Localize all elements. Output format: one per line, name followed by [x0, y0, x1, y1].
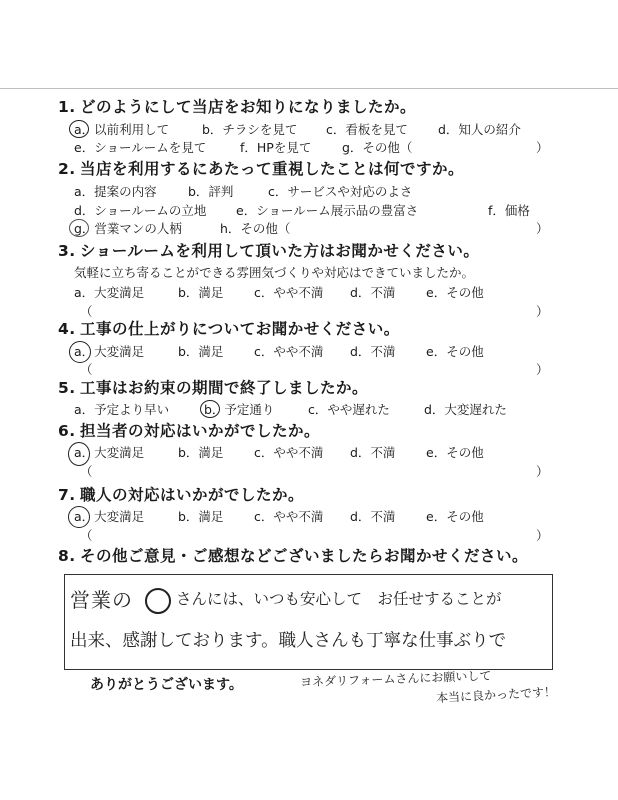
q6-options-row-1 — [74, 444, 554, 462]
q2-option-e[interactable]: e．ショールーム展示品の豊富さ — [236, 203, 419, 218]
selected-circle-mark — [69, 219, 89, 237]
question-5-title — [58, 377, 558, 399]
handwritten-circle-mark — [145, 588, 171, 614]
question-text: どのようにして当店をお知りになりましたか。 — [80, 98, 417, 116]
handwritten-remark-line1-start: 営業の — [70, 588, 133, 612]
question-text: その他ご意見・ご感想などございましたらお聞かせください。 — [80, 547, 529, 565]
q1-option-c[interactable]: c．看板を見て — [326, 122, 408, 137]
q6-option-e[interactable]: e．その他 — [426, 445, 484, 460]
question-6-title — [58, 420, 558, 442]
q2-option-b[interactable]: b．評判 — [188, 184, 234, 199]
q6-option-c[interactable]: c．やや不満 — [254, 445, 324, 460]
q2-options-row-3 — [74, 220, 554, 238]
q2-option-c[interactable]: c．サービスや対応のよさ — [268, 184, 413, 199]
q7-option-c[interactable]: c．やや不満 — [254, 509, 324, 524]
handwritten-remark-line2: 出来、感謝しております。職人さんも丁寧な仕事ぶりで — [70, 631, 507, 651]
q2-option-f[interactable]: f．価格 — [488, 203, 530, 218]
question-2-title — [58, 158, 558, 180]
q3-subtitle: 気軽に立ち寄ることができる雰囲気づくりや対応はできていましたか。 — [74, 265, 475, 280]
question-1 — [58, 96, 558, 118]
q4-option-b[interactable]: b．満足 — [178, 344, 224, 359]
question-8 — [58, 545, 558, 567]
q2-options-row-1 — [74, 183, 554, 201]
close-paren: ） — [536, 362, 549, 377]
q7-option-a[interactable]: a．大変満足 — [74, 509, 145, 524]
selected-circle-mark — [69, 341, 91, 363]
q7-option-b[interactable]: b．満足 — [178, 509, 224, 524]
question-4-title — [58, 318, 558, 340]
question-3 — [58, 240, 558, 262]
question-number: 7. — [58, 486, 76, 504]
q3-options-row-1 — [74, 284, 554, 302]
close-paren: ） — [536, 140, 549, 155]
q1-option-a[interactable]: a．以前利用して — [74, 122, 170, 137]
question-1-title — [58, 96, 558, 118]
q2-options-row-2 — [74, 202, 554, 220]
q5-option-a[interactable]: a．予定より早い — [74, 402, 170, 417]
question-number: 3. — [58, 242, 76, 260]
open-paren: （ — [80, 528, 93, 543]
question-number: 1. — [58, 98, 76, 116]
q4-option-c[interactable]: c．やや不満 — [254, 344, 324, 359]
question-number: 5. — [58, 379, 76, 397]
q1-option-g[interactable]: g．その他（ — [342, 140, 413, 155]
q6-other-paren-row — [80, 463, 560, 481]
q7-option-d[interactable]: d．不満 — [350, 509, 396, 524]
open-paren: （ — [80, 464, 93, 479]
handwritten-remark-line4: 本当に良かったです！ — [435, 684, 557, 706]
close-paren: ） — [536, 221, 549, 236]
page-edge-top — [0, 88, 618, 89]
q1-options-row-1 — [74, 121, 554, 139]
question-4 — [58, 318, 558, 340]
q3-option-a[interactable]: a．大変満足 — [74, 285, 145, 300]
question-text: 担当者の対応はいかがでしたか。 — [80, 422, 321, 440]
question-7 — [58, 484, 558, 506]
question-2 — [58, 158, 558, 180]
handwritten-remark-line1-end: さんには、いつも安心して お任せすることが — [176, 590, 502, 608]
question-text: ショールームを利用して頂いた方はお聞かせください。 — [80, 242, 480, 260]
q5-option-c[interactable]: c．やや遅れた — [308, 402, 390, 417]
q4-option-a[interactable]: a．大変満足 — [74, 344, 145, 359]
q2-option-d[interactable]: d．ショールームの立地 — [74, 203, 207, 218]
q4-option-d[interactable]: d．不満 — [350, 344, 396, 359]
q7-other-paren-row — [80, 527, 560, 545]
question-number: 8. — [58, 547, 76, 565]
close-paren: ） — [536, 304, 549, 319]
question-number: 6. — [58, 422, 76, 440]
question-text: 工事はお約束の期間で終了しましたか。 — [80, 379, 369, 397]
close-paren: ） — [536, 528, 549, 543]
q2-option-a[interactable]: a．提案の内容 — [74, 184, 157, 199]
q7-options-row-1 — [74, 508, 554, 526]
selected-circle-mark — [68, 506, 90, 528]
q1-option-d[interactable]: d．知人の紹介 — [438, 122, 521, 137]
selected-circle-mark — [200, 400, 220, 418]
q7-option-e[interactable]: e．その他 — [426, 509, 484, 524]
q4-option-e[interactable]: e．その他 — [426, 344, 484, 359]
question-8-title — [58, 545, 558, 567]
open-paren: （ — [80, 304, 93, 319]
q3-option-d[interactable]: d．不満 — [350, 285, 396, 300]
q3-option-c[interactable]: c．やや不満 — [254, 285, 324, 300]
q1-option-f[interactable]: f．HPを見て — [240, 140, 312, 155]
q4-options-row-1 — [74, 343, 554, 361]
selected-circle-mark — [69, 120, 89, 138]
question-text: 工事の仕上がりについてお聞かせください。 — [80, 320, 400, 338]
question-text: 職人の対応はいかがでしたか。 — [80, 486, 305, 504]
thanks-text: ありがとうございます。 — [90, 677, 243, 693]
question-number: 4. — [58, 320, 76, 338]
q5-option-b[interactable]: b．予定通り — [204, 402, 275, 417]
q1-option-e[interactable]: e．ショールームを見て — [74, 140, 207, 155]
q6-option-a[interactable]: a．大変満足 — [74, 445, 145, 460]
question-5 — [58, 377, 558, 399]
close-paren: ） — [536, 464, 549, 479]
q6-option-d[interactable]: d．不満 — [350, 445, 396, 460]
q3-option-b[interactable]: b．満足 — [178, 285, 224, 300]
q2-option-g[interactable]: g．営業マンの人柄 — [74, 221, 182, 236]
q5-options-row-1 — [74, 401, 554, 419]
open-paren: （ — [80, 362, 93, 377]
q5-option-d[interactable]: d．大変遅れた — [424, 402, 507, 417]
handwritten-remark-line3: ヨネダリフォームさんにお願いして — [299, 668, 492, 690]
question-3-title — [58, 240, 558, 262]
q2-option-h[interactable]: h．その他（ — [220, 221, 291, 236]
question-6 — [58, 420, 558, 442]
q1-option-b[interactable]: b．チラシを見て — [202, 122, 298, 137]
question-number: 2. — [58, 160, 76, 178]
q6-option-b[interactable]: b．満足 — [178, 445, 224, 460]
q1-options-row-2 — [74, 139, 554, 157]
q3-option-e[interactable]: e．その他 — [426, 285, 484, 300]
question-7-title — [58, 484, 558, 506]
question-text: 当店を利用するにあたって重視したことは何ですか。 — [80, 160, 465, 178]
